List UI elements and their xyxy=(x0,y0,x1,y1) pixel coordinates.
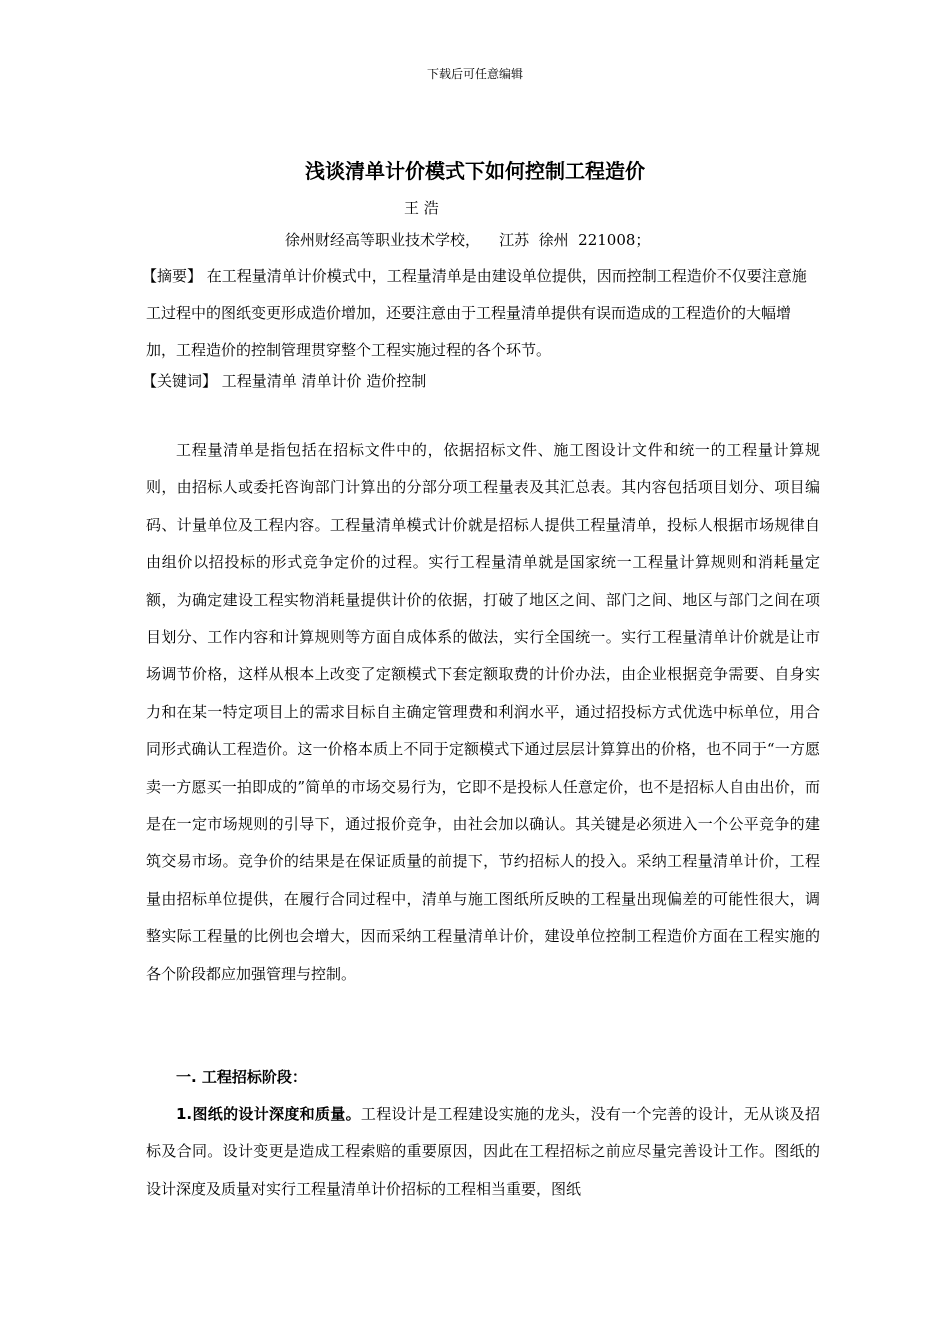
abstract-label: 【摘要】 xyxy=(142,267,203,285)
page-header: 下载后可任意编辑 xyxy=(426,67,523,81)
subsection-paragraph xyxy=(146,1096,820,1208)
author-name: 王 浩 xyxy=(404,199,439,217)
section-heading: 一. 工程招标阶段： xyxy=(176,1068,307,1086)
subsection-text: 工程设计是工程建设实施的龙头，没有一个完善的设计，无从谈及招标及合同。设计变更是造成工程索赔的重要原因，因此在工程招标之前应尽量完善设计工作。图纸的设计深度及质量对实行工程量清单计价招标的工程相当重要，图纸 xyxy=(146,1105,820,1198)
subsection-heading: 1.图纸的设计深度和质量。 xyxy=(176,1105,361,1123)
abstract-text: 在工程量清单计价模式中，工程量清单是由建设单位提供，因而控制工程造价不仅要注意施工过程中的图纸变更形成造价增加，还要注意由于工程量清单提供有误而造成的工程造价的大幅增加，工程造价的控制管理贯穿整个工程实施过程的各个环节。 xyxy=(146,267,807,359)
abstract-block xyxy=(142,258,816,369)
author-affiliation: 徐州财经高等职业技术学校， 江苏 徐州 221008； xyxy=(285,231,651,249)
body-paragraph: 工程量清单是指包括在招标文件中的，依据招标文件、施工图设计文件和统一的工程量计算规则，由招标人或委托咨询部门计算出的分部分项工程量表及其汇总表。其内容包括项目划分、项目编码、计量单位及工程内容。工程量清单模式计价就是招标人提供工程量清单，投标人根据市场规律自由组价以招投标的形式竞争定价的过程。实行工程量清单就是国家统一工程量计算规则和消耗量定额，为确定建设工程实物消耗量提供计价的依据，打破了地区之间、部门之间、地区与部门之间在项目划分、工作内容和计算规则等方面自成体系的做法，实行全国统一。实行工程量清单计价就是让市场调节价格，这样从根本上改变了定额模式下套定额取费的计价办法，由企业根据竞争需要、自身实力和在某一特定项目上的需求目标自主确定管理费和利润水平，通过招投标方式优选中标单位，用合同形式确认工程造价。这一价格本质上不同于定额模式下通过层层计算算出的价格，也不同于“一方愿卖一方愿买一拍即成的”简单的市场交易行为，它即不是投标人任意定价，也不是招标人自由出价，而是在一定市场规则的引导下，通过报价竞争，由社会加以确认。其关键是必须进入一个公平竞争的建筑交易市场。竞争价的结果是在保证质量的前提下，节约招标人的投入。采纳工程量清单计价，工程量由招标单位提供，在履行合同过程中，清单与施工图纸所反映的工程量出现偏差的可能性很大，调整实际工程量的比例也会增大，因而采纳工程量清单计价，建设单位控制工程造价方面在工程实施的各个阶段都应加强管理与控制。 xyxy=(146,441,820,983)
keywords-line: 【关键词】 工程量清单 清单计价 造价控制 xyxy=(142,372,427,390)
article-title: 浅谈清单计价模式下如何控制工程造价 xyxy=(305,159,645,183)
